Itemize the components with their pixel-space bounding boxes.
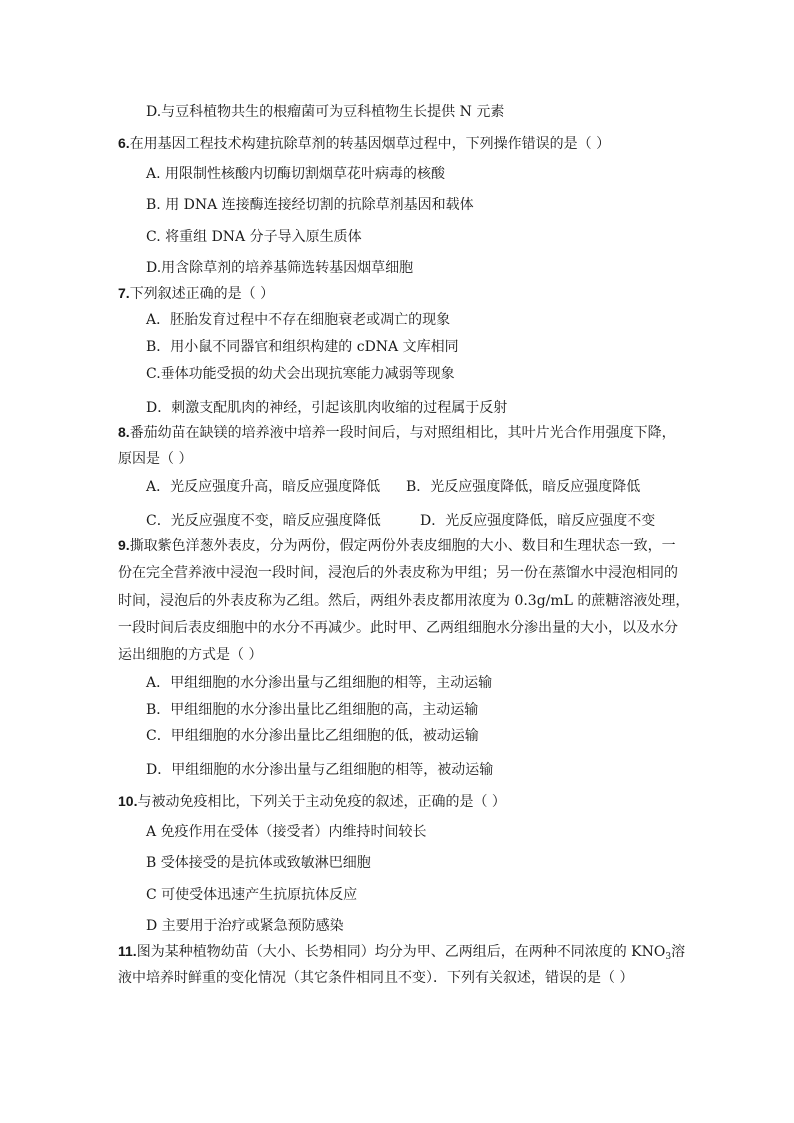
q7-option-c: C.垂体功能受损的幼犬会出现抗寒能力减弱等现象	[146, 366, 455, 382]
q8-option-a: A．光反应强度升高，暗反应强度降低	[146, 479, 381, 495]
q6-option-d: D.用含除草剂的培养基筛选转基因烟草细胞	[146, 260, 414, 276]
q5-option-d: D.与豆科植物共生的根瘤菌可为豆科植物生长提供 N 元素	[146, 104, 505, 120]
q10-stem-text: 与被动免疫相比，下列关于主动免疫的叙述，正确的是（ ）	[137, 794, 506, 810]
q10-option-a: A 免疫作用在受体（接受者）内维持时间较长	[146, 824, 427, 840]
q9-stem-line-3: 时间，浸泡后的外表皮称为乙组。然后，两组外表皮都用浓度为 0.3g/mL 的蔗糖溶液处理，	[118, 593, 690, 609]
q10-option-c: C 可使受体迅速产生抗原抗体反应	[146, 887, 358, 903]
q11-stem-line-2: 液中培养时鲜重的变化情况（其它条件相同且不变）．下列有关叙述，错误的是（ ）	[118, 970, 634, 986]
q8-stem-line-1	[118, 422, 678, 443]
q7-stem	[118, 283, 678, 304]
q9-stem-line-5: 运出细胞的方式是（ ）	[118, 647, 263, 663]
q8-stem-line-2: 原因是（ ）	[118, 451, 193, 467]
q10-number: 10.	[118, 793, 138, 809]
q9-stem-line-4: 一段时间后表皮细胞中的水分不再减少。此时甲、乙两组细胞水分渗出量的大小，以及水分	[118, 620, 678, 636]
q10-option-b: B 受体接受的是抗体或致敏淋巴细胞	[146, 855, 371, 871]
q6-option-b: B. 用 DNA 连接酶连接经切割的抗除草剂基因和载体	[146, 197, 474, 213]
q9-stem-text-1: 撕取紫色洋葱外表皮，分为两份，假定两份外表皮细胞的大小、数目和生理状态一致，一	[129, 538, 676, 554]
q7-number: 7.	[118, 285, 130, 301]
q9-number: 9.	[118, 537, 130, 553]
q6-option-a: A. 用限制性核酸内切酶切割烟草花叶病毒的核酸	[146, 166, 446, 182]
q9-option-a: A．甲组细胞的水分渗出量与乙组细胞的相等，主动运输	[146, 675, 493, 691]
q8-option-d: D．光反应强度降低，暗反应强度不变	[420, 513, 656, 529]
q6-stem-text: 在用基因工程技术构建抗除草剂的转基因烟草过程中，下列操作错误的是（ ）	[129, 136, 611, 152]
q11-subscript: 3	[665, 952, 672, 962]
q10-option-d: D 主要用于治疗或紧急预防感染	[146, 918, 344, 934]
q7-option-d: D．刺激支配肌肉的神经，引起该肌肉收缩的过程属于反射	[146, 400, 508, 416]
q8-stem-text-1: 番茄幼苗在缺镁的培养液中培养一段时间后，与对照组相比，其叶片光合作用强度下降，	[129, 425, 676, 441]
q9-option-d: D．甲组细胞的水分渗出量与乙组细胞的相等，被动运输	[146, 762, 494, 778]
q7-option-b: B．用小鼠不同器官和组织构建的 cDNA 文库相同	[146, 339, 459, 355]
q11-number: 11.	[118, 943, 137, 959]
q11-stem-line-1	[118, 941, 686, 967]
q9-option-c: C．甲组细胞的水分渗出量比乙组细胞的低，被动运输	[146, 728, 479, 744]
q6-stem	[118, 133, 678, 154]
q7-option-a: A．胚胎发育过程中不存在细胞衰老或凋亡的现象	[146, 312, 451, 328]
q6-option-c: C. 将重组 DNA 分子导入原生质体	[146, 229, 362, 245]
q10-stem	[118, 791, 678, 812]
q8-option-c: C．光反应强度不变，暗反应强度降低	[146, 513, 381, 529]
q9-option-b: B．甲组细胞的水分渗出量比乙组细胞的高，主动运输	[146, 702, 479, 718]
q9-stem-line-1	[118, 535, 678, 556]
q11-stem-text-1a: 图为某种植物幼苗（大小、长势相同）均分为甲、乙两组后，在两种不同浓度的 KNO	[136, 944, 666, 960]
q8-option-b: B．光反应强度降低，暗反应强度降低	[406, 479, 641, 495]
q9-stem-line-2: 份在完全营养液中浸泡一段时间，浸泡后的外表皮称为甲组；另一份在蒸馏水中浸泡相同的	[118, 565, 678, 581]
q11-stem-text-1b: 溶	[671, 944, 686, 960]
q6-number: 6.	[118, 135, 130, 151]
q8-number: 8.	[118, 424, 130, 440]
q7-stem-text: 下列叙述正确的是（ ）	[129, 286, 275, 302]
